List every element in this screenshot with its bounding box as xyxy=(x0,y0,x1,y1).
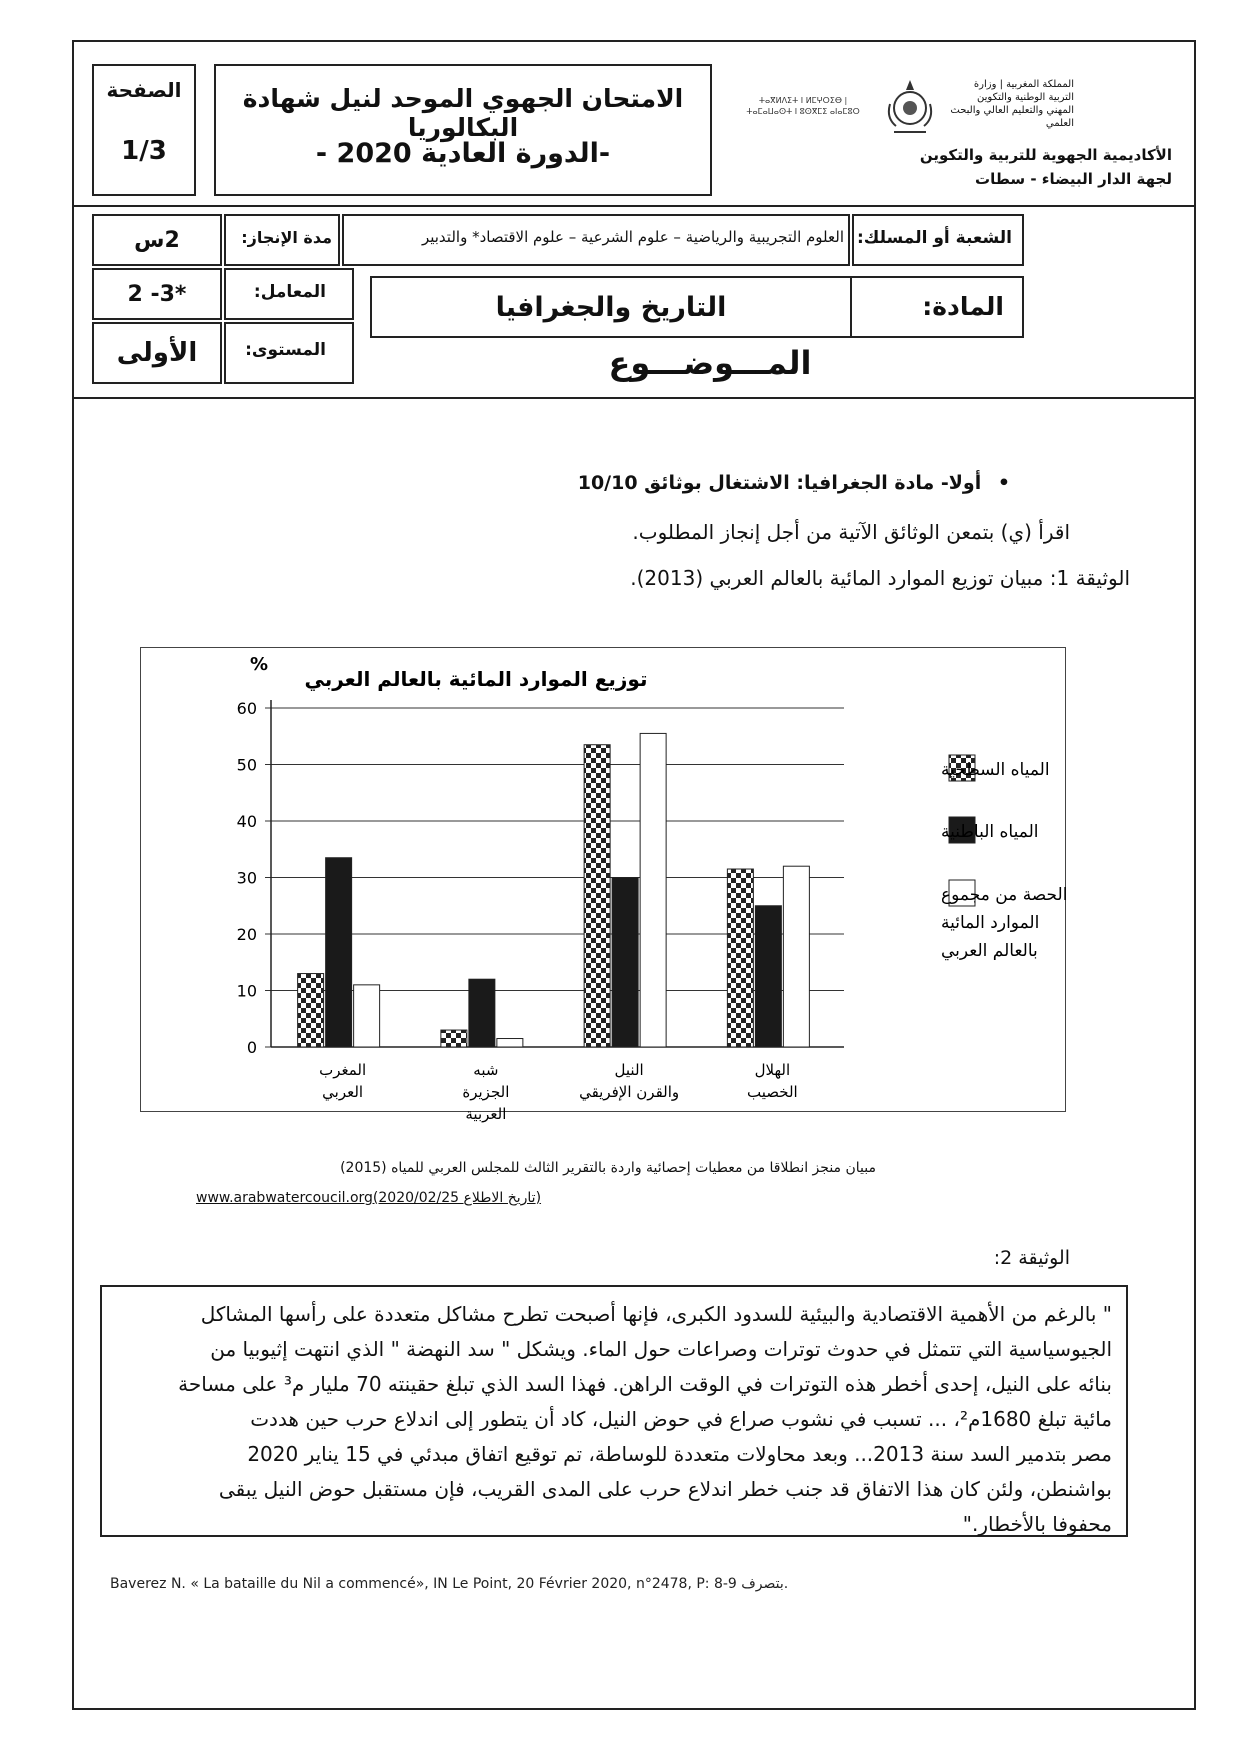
bar xyxy=(755,906,781,1047)
bullet: • xyxy=(997,472,1010,494)
exam-title-box xyxy=(214,64,712,196)
track-label: الشعبة أو المسلك: xyxy=(856,228,1012,248)
y-tick-label: 40 xyxy=(236,812,257,831)
bar xyxy=(354,985,380,1047)
duration-value: 2س xyxy=(134,227,180,253)
bar xyxy=(640,733,666,1047)
coef-label: المعامل: xyxy=(253,282,326,302)
doc2-label: الوثيقة 2: xyxy=(993,1247,1070,1269)
bar xyxy=(469,979,495,1047)
bar xyxy=(727,869,753,1047)
bar xyxy=(441,1030,467,1047)
level-label: المستوى: xyxy=(245,340,326,360)
x-tick-label: الجزيرة xyxy=(462,1083,510,1101)
coef-value-box xyxy=(92,268,222,320)
doc2-line: الجيوسياسية التي تتمثل في حدوث توترات وصراعات حول الماء. ويشكل " سد النهضة " الذي انتهت إثيوبيا من xyxy=(210,1337,1112,1361)
bar xyxy=(612,878,638,1048)
page-number-box xyxy=(92,64,196,196)
section-title: أولا- مادة الجغرافيا: الاشتغال بوثائق 10/10 xyxy=(577,472,982,494)
bar xyxy=(783,866,809,1047)
legend-label: المياه السطحية xyxy=(941,760,1050,780)
chart-svg xyxy=(141,648,1068,1123)
doc2-line: مصر بتدمير السد سنة 2013... وبعد محاولات متعددة للوساطة، تم توقيع اتفاق مبدئي في 15 يناير 2020 xyxy=(247,1442,1112,1466)
y-axis-label: % xyxy=(249,654,269,675)
legend-label: بالعالم العربي xyxy=(941,941,1038,961)
y-tick-label: 20 xyxy=(236,925,257,944)
doc1-url[interactable]: www.arabwatercoucil.org(2020/02/25 تاريخ الاطلاع) xyxy=(196,1190,542,1206)
info-divider xyxy=(74,397,1194,399)
x-tick-label: العربية xyxy=(465,1105,507,1123)
track-label-box xyxy=(852,214,1024,266)
y-tick-label: 10 xyxy=(236,981,257,1001)
bar xyxy=(298,974,324,1047)
x-tick-label: الهلال xyxy=(754,1061,791,1079)
doc2-line: بواشنطن، ولئن كان هذا الاتفاق قد جنب خطر اندلاع حرب على المدى القريب، فإن مستقبل حوض النيل يبقى xyxy=(218,1477,1112,1501)
section-title-row xyxy=(420,472,1010,494)
x-tick-label: العربي xyxy=(322,1083,364,1101)
chart-title: توزيع الموارد المائية بالعالم العربي xyxy=(304,667,648,691)
level-value: الأولى xyxy=(116,338,198,368)
exam-session: -الدورة العادية 2020 - xyxy=(315,138,611,169)
doc1-title: الوثيقة 1: مبيان توزيع الموارد المائية بالعالم العربي (2013). xyxy=(630,566,1130,590)
doc2-line: بنائه على النيل، إحدى أخطر هذه التوترات في الوقت الراهن. فهذا السد الذي تبلغ حقينته 70 مليار م³ على مساحة xyxy=(178,1372,1112,1396)
header-divider xyxy=(74,205,1194,207)
doc2-quote xyxy=(100,1285,1128,1537)
legend-label: الحصة من مجموع xyxy=(941,885,1068,905)
duration-label: مدة الإنجاز: xyxy=(241,228,332,247)
x-tick-label: والقرن الإفريقي xyxy=(579,1083,680,1101)
legend-label: الموارد المائية xyxy=(941,913,1040,933)
subject-label: المادة: xyxy=(922,292,1004,321)
level-label-box xyxy=(224,322,354,384)
instruction: اقرأ (ي) بتمعن الوثائق الآتية من أجل إنجاز المطلوب. xyxy=(632,520,1070,544)
legend-label: المياه الباطنية xyxy=(941,822,1039,842)
coef-label-box xyxy=(224,268,354,320)
x-tick-label: المغرب xyxy=(319,1061,367,1079)
y-tick-label: 30 xyxy=(236,868,257,888)
y-tick-label: 50 xyxy=(236,755,257,775)
kingdom-emblem-icon xyxy=(880,74,940,138)
doc2-line: مائية تبلغ 1680م²، ... تسبب في نشوب صراع في حوض النيل، كاد أن يتطور إلى اندلاع حرب حين هددت xyxy=(250,1407,1112,1431)
track-value-box xyxy=(342,214,850,266)
duration-value-box xyxy=(92,214,222,266)
academy-name: الأكاديمية الجهوية للتربية والتكوين xyxy=(919,146,1172,164)
coef-value: 2 -3* xyxy=(127,281,187,307)
doc2-source: Baverez N. « La bataille du Nil a commencé», IN Le Point, 20 Février 2020, n°2478, P: 8-9 بتصرف. xyxy=(110,1576,789,1592)
doc1-source: مبيان منجز انطلاقا من معطيات إحصائية واردة بالتقرير الثالث للمجلس العربي للمياه (2015) xyxy=(340,1160,876,1176)
region-name: لجهة الدار البيضاء - سطات xyxy=(975,170,1172,188)
doc2-line: " بالرغم من الأهمية الاقتصادية والبيئية للسدود الكبرى، فإنها أصبحت تطرح مشاكل متعددة على رأسها المشاكل xyxy=(200,1302,1112,1326)
subject-box xyxy=(370,276,1024,338)
page-number: 1/3 xyxy=(121,136,167,166)
y-tick-label: 0 xyxy=(246,1038,257,1057)
topic-title: المـــوضـــوع xyxy=(608,344,812,382)
bar xyxy=(584,745,610,1047)
bar xyxy=(326,858,352,1047)
ministry-name: المملكة المغربية | وزارة التربية الوطنية والتكوين المهني والتعليم العالي والبحث العلمي xyxy=(950,79,1074,129)
doc2-line: محفوفا بالأخطار." xyxy=(962,1512,1112,1536)
x-tick-label: الخصيب xyxy=(747,1083,798,1101)
x-tick-label: شبه xyxy=(473,1061,499,1079)
exam-title: الامتحان الجهوي الموحد لنيل شهادة البكالوريا xyxy=(242,84,684,142)
bar xyxy=(497,1039,523,1047)
x-tick-label: النيل xyxy=(614,1061,644,1079)
ministry-block xyxy=(738,66,1178,206)
chart-frame xyxy=(140,647,1068,1123)
track-value: العلوم التجريبية والرياضية – علوم الشرعية – علوم الاقتصاد* والتدبير xyxy=(421,228,844,246)
duration-label-box xyxy=(224,214,340,266)
page-label: الصفحة xyxy=(106,78,182,102)
ministry-tifinagh: ⵜⴰⴳⵍⴷⵉⵜ ⵏ ⵍⵎⵖⵔⵉⴱ | ⵜⴰⵎⴰⵡⴰⵙⵜ ⵏ ⵓⵙⴳⵎⵉ ⴰⵏⴰⵎⵓⵔ xyxy=(746,96,860,116)
y-tick-label: 60 xyxy=(236,699,257,718)
level-value-box xyxy=(92,322,222,384)
subject-value: التاريخ والجغرافيا xyxy=(495,291,727,323)
